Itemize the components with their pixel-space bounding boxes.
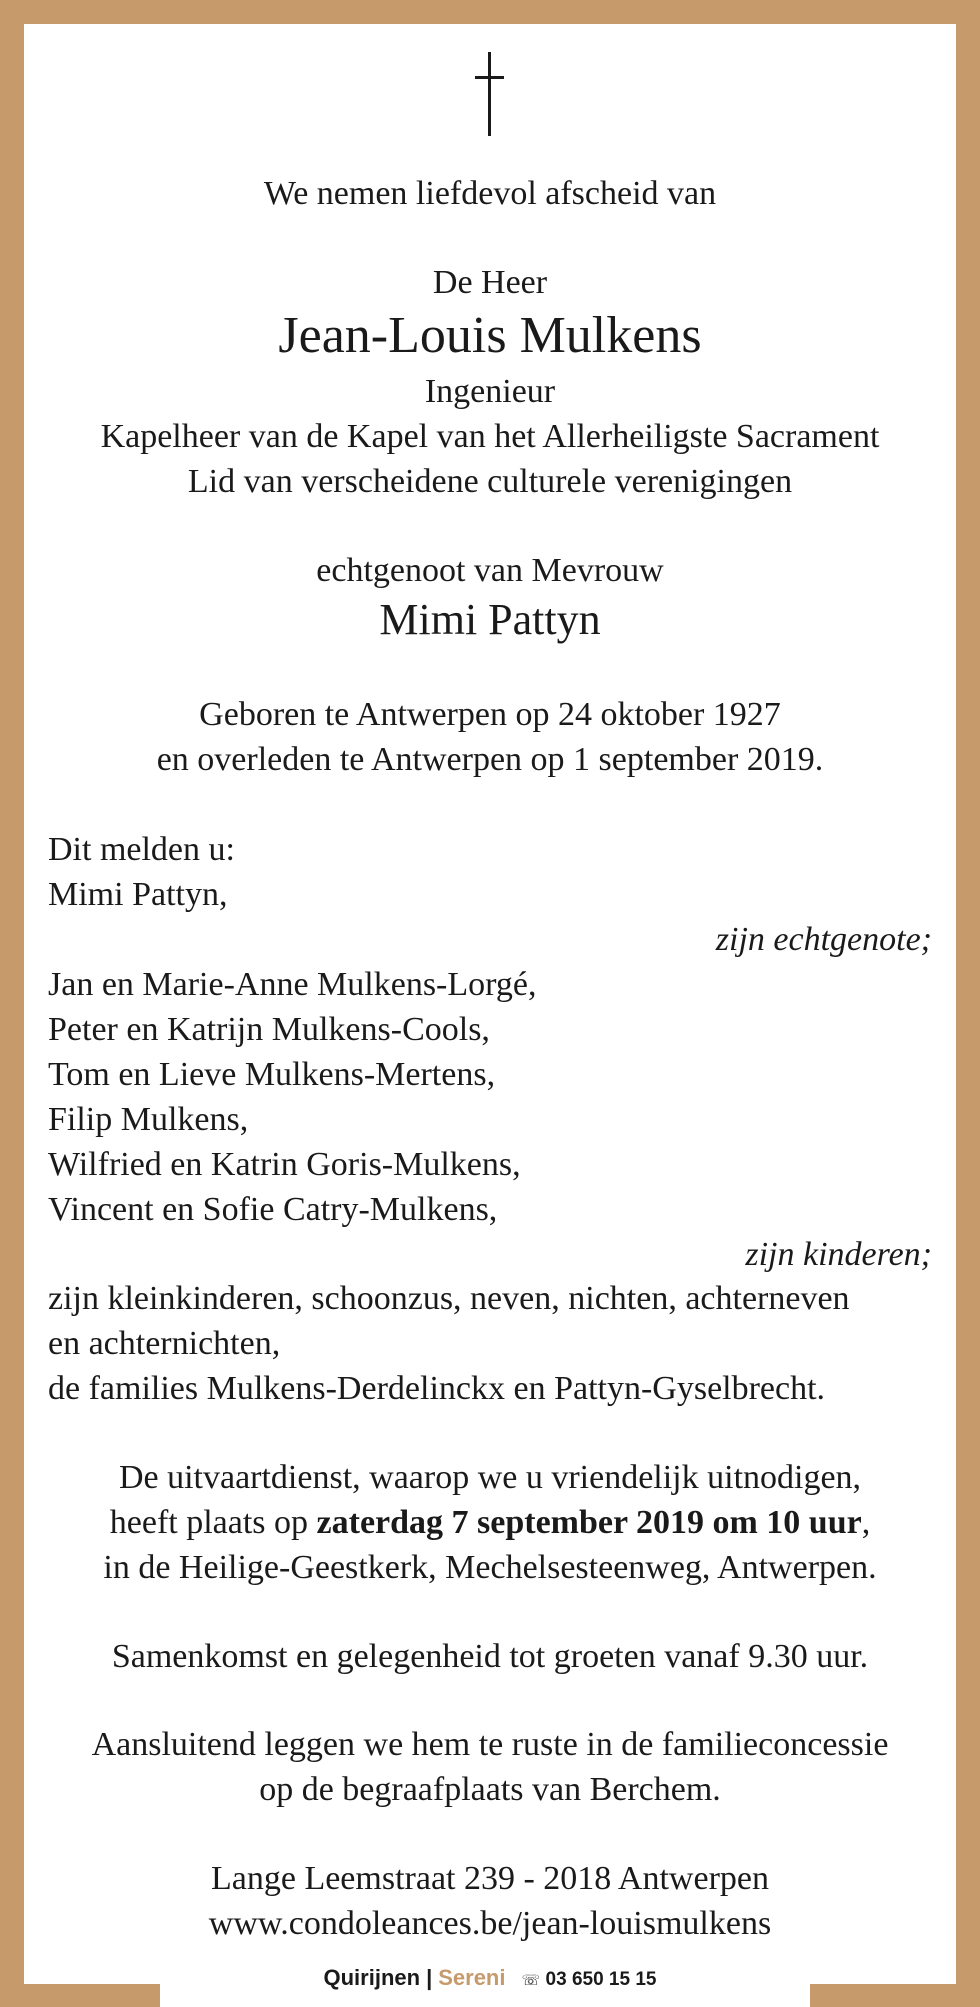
service-line: De uitvaartdienst, waarop we u vriendelijk uitnodigen, xyxy=(118,1459,862,1496)
burial-line: op de begraafplaats van Berchem. xyxy=(259,1771,721,1808)
child-line: Tom en Lieve Mulkens-Mertens, xyxy=(48,1056,496,1093)
service-date-suffix: , xyxy=(861,1504,871,1541)
spouse-intro: echtgenoot van Mevrouw xyxy=(316,552,664,589)
child-line: Filip Mulkens, xyxy=(48,1101,249,1138)
service-location: in de Heilige-Geestkerk, Mechelsesteenweg, Antwerpen. xyxy=(103,1549,877,1586)
child-line: Vincent en Sofie Catry-Mulkens, xyxy=(48,1191,498,1228)
deceased-role: Ingenieur xyxy=(424,373,556,410)
brand-quirijnen: Quirijnen xyxy=(323,1965,421,1990)
relatives-line: en achternichten, xyxy=(48,1325,281,1362)
brand-separator: | xyxy=(426,1965,433,1990)
spouse-role: zijn echtgenote; xyxy=(715,921,932,958)
family-intro: Dit melden u: xyxy=(48,831,235,868)
child-line: Peter en Katrijn Mulkens-Cools, xyxy=(48,1011,490,1048)
contact-website[interactable]: www.condoleances.be/jean-louismulkens xyxy=(208,1905,772,1942)
intro-text: We nemen liefdevol afscheid van xyxy=(263,175,717,212)
deceased-name: Jean-Louis Mulkens xyxy=(278,307,702,364)
child-line: Wilfried en Katrin Goris-Mulkens, xyxy=(48,1146,521,1183)
burial-line: Aansluitend leggen we hem te ruste in de familieconcessie xyxy=(91,1726,889,1763)
deceased-role: Kapelheer van de Kapel van het Allerheiligste Sacrament xyxy=(100,418,880,455)
funeral-home-footer xyxy=(0,1963,980,1996)
spouse-name: Mimi Pattyn xyxy=(379,595,601,644)
contact-address: Lange Leemstraat 239 - 2018 Antwerpen xyxy=(211,1860,769,1897)
deceased-role: Lid van verscheidene culturele verenigingen xyxy=(187,463,793,500)
phone-number[interactable]: 03 650 15 15 xyxy=(545,1969,657,1990)
gathering-text: Samenkomst en gelegenheid tot groeten vanaf 9.30 uur. xyxy=(111,1638,869,1675)
relatives-line: zijn kleinkinderen, schoonzus, neven, nichten, achterneven xyxy=(48,1280,850,1317)
family-spouse: Mimi Pattyn, xyxy=(48,876,228,913)
death-line: en overleden te Antwerpen op 1 september 2019. xyxy=(156,741,824,778)
relatives-line: de families Mulkens-Derdelinckx en Pattyn-Gyselbrecht. xyxy=(48,1370,826,1407)
deceased-title: De Heer xyxy=(432,264,548,301)
service-date-prefix: heeft plaats op xyxy=(109,1504,317,1541)
service-date-line xyxy=(24,1501,956,1545)
phone-icon: ☏ xyxy=(521,1972,541,1989)
service-date: zaterdag 7 september 2019 om 10 uur xyxy=(316,1504,862,1541)
children-role: zijn kinderen; xyxy=(745,1236,932,1273)
child-line: Jan en Marie-Anne Mulkens-Lorgé, xyxy=(48,966,537,1003)
cross-icon xyxy=(488,52,492,136)
brand-sereni: Sereni xyxy=(438,1965,506,1990)
obituary-card xyxy=(24,24,956,1984)
birth-line: Geboren te Antwerpen op 24 oktober 1927 xyxy=(199,696,781,733)
